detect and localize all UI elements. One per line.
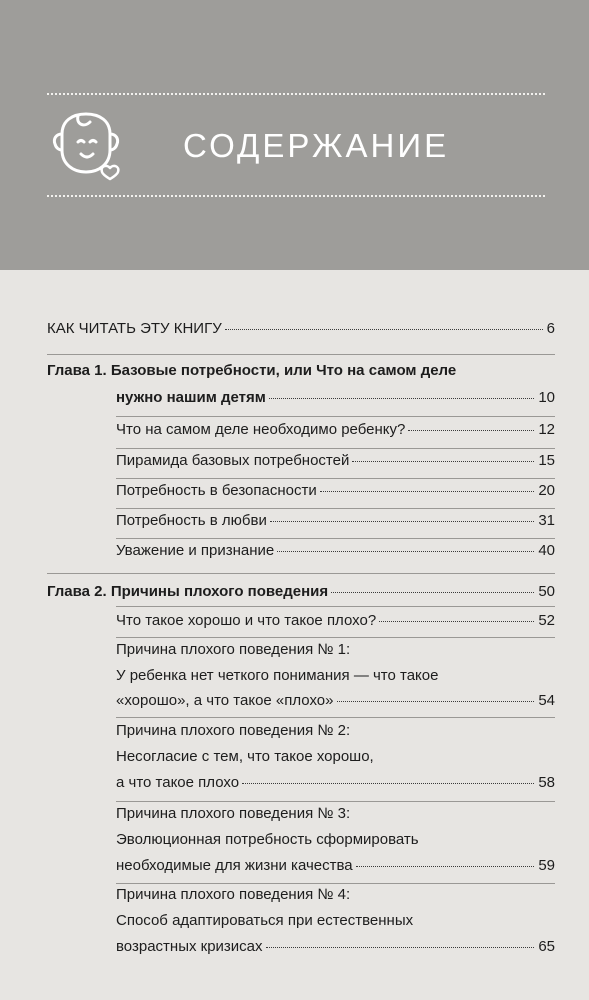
toc-entry-line[interactable]: Причина плохого поведения № 2: — [116, 722, 351, 739]
page-title: СОДЕРЖАНИЕ — [183, 127, 450, 164]
toc-entry-title: Потребность в любви — [116, 512, 267, 529]
entry-divider — [116, 637, 555, 638]
toc-entry-section[interactable] — [116, 482, 555, 500]
section-divider — [47, 354, 555, 355]
dot-leader — [356, 866, 535, 867]
toc-entry-page: 20 — [538, 482, 555, 499]
toc-entry-page: 10 — [538, 389, 555, 406]
toc-entry-title: Уважение и признание — [116, 542, 275, 559]
entry-divider — [116, 717, 555, 718]
dot-leader — [337, 701, 535, 702]
toc-entry-line[interactable]: Способ адаптироваться при естественных — [116, 912, 414, 929]
toc-entry-chapter2[interactable] — [47, 583, 555, 601]
chapter2-title: Глава 2. Причины плохого поведения — [47, 583, 329, 600]
toc-entry-title: необходимые для жизни качества — [116, 857, 353, 874]
entry-divider — [116, 478, 555, 479]
chapter1-title-line2: нужно нашим детям — [116, 389, 266, 406]
toc-entry-section[interactable] — [116, 692, 555, 710]
toc-entry-page: 6 — [546, 320, 555, 337]
toc-entry-section[interactable] — [116, 938, 555, 956]
entry-divider — [116, 508, 555, 509]
toc-entry-title: Что на самом деле необходимо ребенку? — [116, 421, 406, 438]
toc-entry-title: КАК ЧИТАТЬ ЭТУ КНИГУ — [47, 320, 222, 337]
dot-leader — [277, 551, 534, 552]
entry-divider — [116, 801, 555, 802]
toc-entry-section[interactable] — [116, 542, 555, 560]
toc-entry-line[interactable]: У ребенка нет четкого понимания — что такое — [116, 667, 439, 684]
dot-leader — [408, 430, 534, 431]
toc-entry-page: 59 — [538, 857, 555, 874]
section-divider — [47, 573, 555, 574]
toc-entry-section[interactable] — [116, 512, 555, 530]
toc-entry-section[interactable] — [116, 857, 555, 875]
toc-entry-section[interactable] — [116, 421, 555, 439]
toc-entry-section[interactable] — [116, 774, 555, 792]
toc-entry-page: 12 — [538, 421, 555, 438]
dot-leader — [242, 783, 534, 784]
toc-entry-page: 58 — [538, 774, 555, 791]
toc-entry-title: «хорошо», а что такое «плохо» — [116, 692, 334, 709]
entry-divider — [116, 416, 555, 417]
toc-entry-line[interactable]: Причина плохого поведения № 3: — [116, 805, 351, 822]
toc-entry-title: возрастных кризисах — [116, 938, 263, 955]
toc-entry-page: 31 — [538, 512, 555, 529]
entry-divider — [116, 538, 555, 539]
toc-entry-title: а что такое плохо — [116, 774, 240, 791]
chapter1-title-line1[interactable]: Глава 1. Базовые потребности, или Что на самом деле — [47, 362, 457, 379]
entry-divider — [116, 448, 555, 449]
entry-divider — [116, 606, 555, 607]
toc-entry-line[interactable]: Причина плохого поведения № 1: — [116, 641, 351, 658]
dot-leader — [270, 521, 534, 522]
dot-leader — [269, 398, 534, 399]
toc-entry-title: Что такое хорошо и что такое плохо? — [116, 612, 377, 629]
entry-divider — [116, 883, 555, 884]
toc-entry-page: 15 — [538, 452, 555, 469]
toc-entry-line[interactable]: Несогласие с тем, что такое хорошо, — [116, 748, 374, 765]
toc-entry-page: 50 — [538, 583, 555, 600]
toc-entry-chapter1[interactable] — [116, 389, 555, 407]
dot-leader — [225, 329, 543, 330]
toc-entry-line[interactable]: Эволюционная потребность сформировать — [116, 831, 419, 848]
toc-entry-section[interactable] — [116, 452, 555, 470]
toc-entry-intro[interactable] — [47, 320, 555, 338]
toc-entry-line[interactable]: Причина плохого поведения № 4: — [116, 886, 351, 903]
toc-entry-page: 40 — [538, 542, 555, 559]
toc-entry-title: Пирамида базовых потребностей — [116, 452, 350, 469]
dot-leader — [352, 461, 534, 462]
dot-leader — [266, 947, 535, 948]
toc-entry-page: 65 — [538, 938, 555, 955]
toc-entry-page: 54 — [538, 692, 555, 709]
dot-leader — [379, 621, 534, 622]
dot-leader — [331, 592, 534, 593]
toc-entry-section[interactable] — [116, 612, 555, 630]
dot-leader — [320, 491, 535, 492]
toc-entry-page: 52 — [538, 612, 555, 629]
toc-entry-title: Потребность в безопасности — [116, 482, 317, 499]
